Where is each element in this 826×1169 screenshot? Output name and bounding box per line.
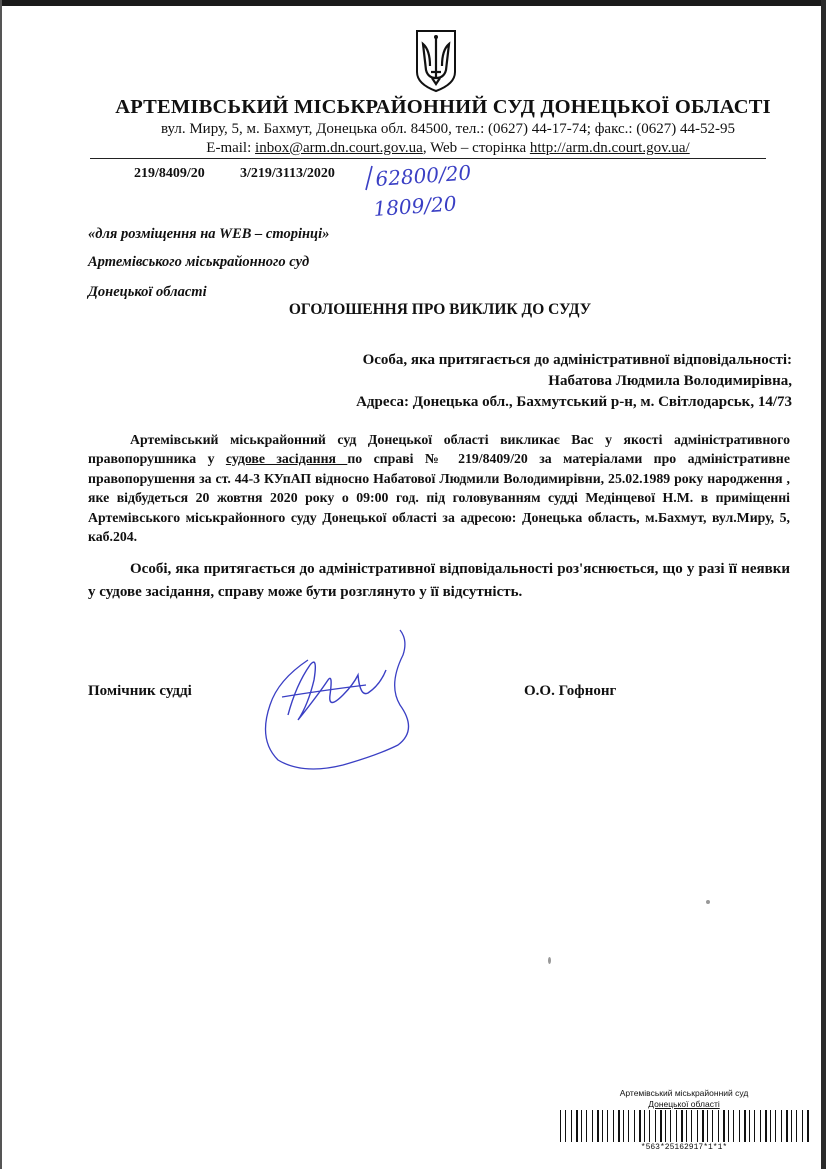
placement-note-line2: Артемівського міськрайонного суд <box>88 254 310 270</box>
scan-edge-right <box>821 0 826 1169</box>
notice-text: Особі, яка притягається до адміністративної відповідальності роз'яснюється, що у разі її неявки у судове засідання, справу може бути розглянуто у її відсутність. <box>88 561 790 600</box>
doc-number: 3/219/3113/2020 <box>240 166 335 181</box>
scan-speck <box>706 900 710 904</box>
court-contacts <box>0 140 826 157</box>
court-title: АРТЕМІВСЬКИЙ МІСЬКРАЙОННИЙ СУД ДОНЕЦЬКОЇ ОБЛАСТІ <box>115 96 771 118</box>
email-label: E-mail: <box>206 140 256 156</box>
footer-court-line1: Артемівський міськрайонний суд <box>619 1088 749 1098</box>
barcode-icon <box>558 1110 810 1144</box>
case-number: 219/8409/20 <box>134 166 205 181</box>
signatory-name: О.О. Гофнонг <box>524 683 617 699</box>
email-link[interactable]: inbox@arm.dn.court.gov.ua <box>255 140 423 156</box>
summons-text-a: Артемівський міськрайонний суд Донецької області викликає Вас у якості адміністративного правопорушника у <box>88 432 790 467</box>
handwritten-number-1: 62800/20 <box>374 160 472 191</box>
addressee-label: Особа, яка притягається до адміністративної відповідальності: <box>362 352 792 368</box>
placement-note-line3: Донецької області <box>88 284 207 300</box>
addressee-name: Набатова Людмила Володимирівна, <box>548 373 792 389</box>
signatory-role: Помічник судді <box>88 683 192 699</box>
summons-text-underlined: судове засідання <box>225 451 348 467</box>
footer-stamp <box>560 1088 808 1110</box>
addressee-block <box>356 350 792 413</box>
web-link[interactable]: http://arm.dn.court.gov.ua/ <box>529 140 690 156</box>
summons-paragraph <box>88 430 790 546</box>
placement-note-line1: «для розміщення на WEB – сторінці» <box>88 226 330 242</box>
trident-emblem-icon <box>414 28 458 94</box>
scan-edge-left <box>0 0 2 1169</box>
document-heading: ОГОЛОШЕННЯ ПРО ВИКЛИК ДО СУДУ <box>288 301 592 318</box>
barcode-number: *563*25162917*1*1* <box>640 1143 728 1152</box>
web-label: , Web – сторінка <box>422 140 530 156</box>
notice-paragraph <box>88 558 790 604</box>
summons-text-b: по справі № 219/8409/20 за матеріалами про адміністративне правопорушення за ст. 44-3 КУпАП відносно Набатової Людмили Володимирівни, 25.02.1989 року народження , яке відбудеться 20 жовтня 2020 року о 09:00 год. під головуванням судді Медінцевої Н.М. в приміщенні Артемівського міськрайонного суду Донецької області за адресою: Донецька область, м.Бахмут, вул.Миру, 5, каб.204. <box>88 451 791 545</box>
handwritten-registration-note <box>362 160 492 224</box>
handwritten-signature <box>248 625 418 775</box>
scan-edge-top <box>0 0 826 6</box>
court-address: вул. Миру, 5, м. Бахмут, Донецька обл. 84500, тел.: (0627) 44-17-74; факс.: (0627) 44-52-95 <box>160 121 736 137</box>
handwritten-number-2: 1809/20 <box>372 191 458 221</box>
header-divider <box>90 158 766 159</box>
addressee-address: Адреса: Донецька обл., Бахмутський р-н, м. Світлодарськ, 14/73 <box>356 394 792 410</box>
footer-court-line2: Донецької області <box>648 1099 720 1109</box>
scan-speck <box>548 957 551 964</box>
